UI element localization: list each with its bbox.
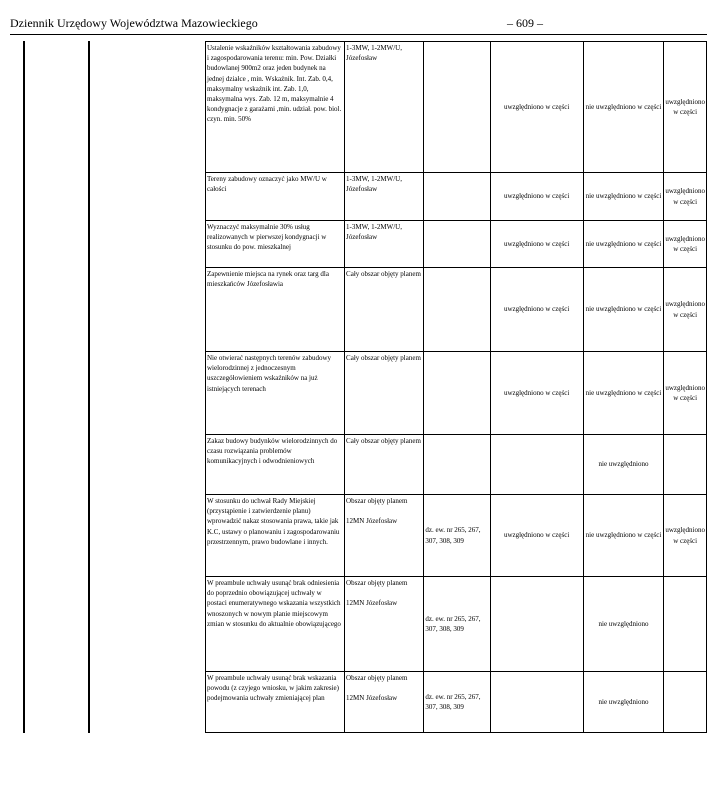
decision-b-cell: nie uwzględniono — [583, 435, 664, 495]
comments-table — [205, 41, 707, 733]
decision-c-cell: uwzględniono w części — [664, 221, 707, 268]
area-cell: 1-3MW, 1-2MW/U, Józefosław — [345, 221, 424, 268]
parcels-cell — [424, 268, 490, 352]
area-cell: Cały obszar objęty planem — [345, 268, 424, 352]
decision-a-cell: uwzględniono w części — [490, 352, 583, 435]
table-row — [206, 268, 707, 352]
decision-a-cell — [490, 672, 583, 733]
journal-title: Dziennik Urzędowy Województwa Mazowieckiego — [10, 16, 258, 30]
table-row — [206, 42, 707, 173]
decision-a-cell: uwzględniono w części — [490, 173, 583, 221]
area-cell: Obszar objęty planem 12MN Józefosław — [345, 577, 424, 672]
table-row — [206, 435, 707, 495]
area-cell: Obszar objęty planem 12MN Józefosław — [345, 495, 424, 577]
request-cell: W preambule uchwały usunąć brak odniesienia do poprzednio obowiązującej uchwały w postaci enumeratywnego wskazania wszystkich wnoszonych w nowym planie miejscowym zmian w stosunku do aktualnie obowiązującego — [206, 577, 345, 672]
decision-a-cell — [490, 577, 583, 672]
parcels-cell — [424, 42, 490, 173]
header-rule — [10, 34, 707, 35]
decision-b-cell: nie uwzględniono w części — [583, 268, 664, 352]
request-cell: Wyznaczyć maksymalnie 30% usług realizowanych w pierwszej kondygnacji w stosunku do pow. mieszkalnej — [206, 221, 345, 268]
table-row — [206, 577, 707, 672]
area-cell: 1-3MW, 1-2MW/U, Józefosław — [345, 42, 424, 173]
decision-b-cell: nie uwzględniono — [583, 577, 664, 672]
decision-b-cell: nie uwzględniono w części — [583, 495, 664, 577]
decision-a-cell: uwzględniono w części — [490, 495, 583, 577]
request-cell: W preambule uchwały usunąć brak wskazania powodu (z czyjego wniosku, w jakim zakresie) podejmowania uchwały zmieniającej plan — [206, 672, 345, 733]
request-cell: Tereny zabudowy oznaczyć jako MW/U w całości — [206, 173, 345, 221]
decision-c-cell: uwzględniono w części — [664, 268, 707, 352]
decision-c-cell — [664, 672, 707, 733]
parcels-cell — [424, 352, 490, 435]
parcels-cell: dz. ew. nr 265, 267, 307, 308, 309 — [424, 672, 490, 733]
decision-c-cell: uwzględniono w części — [664, 352, 707, 435]
decision-c-cell: uwzględniono w części — [664, 42, 707, 173]
decision-c-cell: uwzględniono w części — [664, 495, 707, 577]
area-cell: 1-3MW, 1-2MW/U, Józefosław — [345, 173, 424, 221]
table-row — [206, 672, 707, 733]
table-row — [206, 352, 707, 435]
parcels-cell — [424, 435, 490, 495]
area-cell: Cały obszar objęty planem — [345, 435, 424, 495]
decision-a-cell — [490, 435, 583, 495]
area-cell: Obszar objęty planem 12MN Józefosław — [345, 672, 424, 733]
request-cell: W stosunku do uchwał Rady Miejskiej (przystąpienie i zatwierdzenie planu) wprowadzić nakaz stosowania prawa, takie jak K.C, ustawy o planowaniu i zagospodarowaniu przestrzennym, prawo budowlane i innych. — [206, 495, 345, 577]
decision-b-cell: nie uwzględniono w części — [583, 221, 664, 268]
decision-c-cell — [664, 435, 707, 495]
request-cell: Nie otwierać następnych terenów zabudowy wielorodzinnej z jednoczesnym uszczegółowieniem wskaźników na już istniejących terenach — [206, 352, 345, 435]
decision-c-cell — [664, 577, 707, 672]
request-cell: Zapewnienie miejsca na rynek oraz targ dla mieszkańców Józefosławia — [206, 268, 345, 352]
table-row — [206, 173, 707, 221]
page-number: – 609 – — [507, 16, 543, 30]
parcels-cell — [424, 221, 490, 268]
parcels-cell — [424, 173, 490, 221]
table-row — [206, 495, 707, 577]
parcels-cell: dz. ew. nr 265, 267, 307, 308, 309 — [424, 577, 490, 672]
decision-b-cell: nie uwzględniono w części — [583, 173, 664, 221]
left-column-line-1 — [23, 41, 25, 733]
parcels-cell: dz. ew. nr 265, 267, 307, 308, 309 — [424, 495, 490, 577]
page-header — [10, 16, 707, 34]
area-cell: Cały obszar objęty planem — [345, 352, 424, 435]
left-column-line-2 — [88, 41, 90, 733]
decision-b-cell: nie uwzględniono w części — [583, 352, 664, 435]
decision-a-cell: uwzględniono w części — [490, 268, 583, 352]
request-cell: Zakaz budowy budynków wielorodzinnych do czasu rozwiązania problemów komunikacyjnych i odwodnieniowych — [206, 435, 345, 495]
decision-b-cell: nie uwzględniono — [583, 672, 664, 733]
decision-a-cell: uwzględniono w części — [490, 42, 583, 173]
table-row — [206, 221, 707, 268]
request-cell: Ustalenie wskaźników kształtowania zabudowy i zagospodarowania terenu: min. Pow. Działki budowlanej 900m2 oraz jeden budynek na jednej działce , min. Wskaźnik. Int. Zab. 0,4, maksymalny wskaźnik int. Zab. 1,0, maksymalna wys. Zab. 12 m, maksymalnie 4 kondygnacje z garażami ,min. udział. pow. biol. czyn. min. 50% — [206, 42, 345, 173]
decision-b-cell: nie uwzględniono w części — [583, 42, 664, 173]
decision-a-cell: uwzględniono w części — [490, 221, 583, 268]
decision-c-cell: uwzględniono w części — [664, 173, 707, 221]
